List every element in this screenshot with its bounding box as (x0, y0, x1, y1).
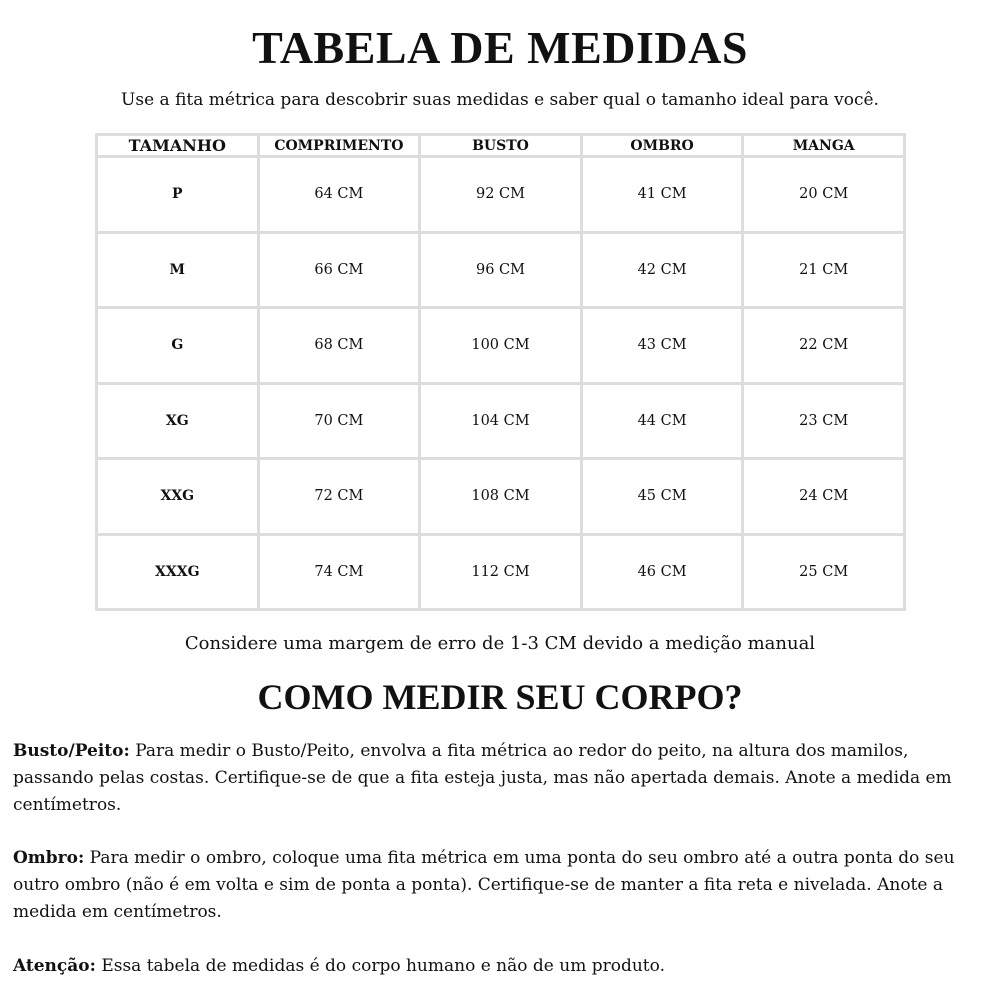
instruction-text: Para medir o Busto/Peito, envolva a fita métrica ao redor do peito, na altura dos mamilos, passando pelas costas. Certifique-se de que a fita esteja justa, mas não apertada demais. Anote a medida em centímetros. (13, 741, 952, 815)
bust-value: 96 CM (420, 232, 582, 308)
size-label: P (97, 157, 259, 233)
margin-note: Considere uma margem de erro de 1-3 CM devido a medição manual (184, 633, 816, 654)
shoulder-value: 42 CM (581, 232, 743, 308)
length-value: 74 CM (258, 534, 420, 610)
shoulder-value: 41 CM (581, 157, 743, 233)
size-label: XXXG (97, 534, 259, 610)
bust-value: 104 CM (420, 383, 582, 459)
section-title: COMO MEDIR SEU CORPO? (257, 677, 743, 717)
sleeve-value: 23 CM (743, 383, 905, 459)
length-value: 64 CM (258, 157, 420, 233)
length-value: 66 CM (258, 232, 420, 308)
header-size: TAMANHO (97, 135, 259, 157)
table-row (97, 534, 905, 610)
page-subtitle: Use a fita métrica para descobrir suas medidas e saber qual o tamanho ideal para você. (121, 90, 879, 110)
header-bust: BUSTO (420, 135, 582, 157)
shoulder-value: 44 CM (581, 383, 743, 459)
sleeve-value: 21 CM (743, 232, 905, 308)
sleeve-value: 25 CM (743, 534, 905, 610)
length-value: 68 CM (258, 308, 420, 384)
header-length: COMPRIMENTO (258, 135, 420, 157)
sleeve-value: 20 CM (743, 157, 905, 233)
instruction-text: Para medir o ombro, coloque uma fita métrica em uma ponta do seu ombro até a outra ponta do seu outro ombro (não é em volta e sim de ponta a ponta). Certifique-se de manter a fita reta e nivelada. Anote a medida em centímetros. (13, 848, 955, 922)
instruction-label: Busto/Peito: (13, 741, 130, 761)
bust-value: 92 CM (420, 157, 582, 233)
table-row (97, 383, 905, 459)
page-title: TABELA DE MEDIDAS (252, 22, 748, 73)
instruction-shoulder (13, 845, 993, 926)
instruction-text: Essa tabela de medidas é do corpo humano e não de um produto. (101, 956, 665, 976)
size-table (95, 133, 906, 611)
size-label: G (97, 308, 259, 384)
table-row (97, 308, 905, 384)
size-label: M (97, 232, 259, 308)
instruction-attention (13, 953, 993, 980)
instruction-label: Ombro: (13, 848, 85, 868)
bust-value: 112 CM (420, 534, 582, 610)
bust-value: 108 CM (420, 459, 582, 535)
instruction-bust (13, 738, 993, 819)
table-row (97, 459, 905, 535)
shoulder-value: 45 CM (581, 459, 743, 535)
header-shoulder: OMBRO (581, 135, 743, 157)
table-header-row (97, 135, 905, 157)
bust-value: 100 CM (420, 308, 582, 384)
shoulder-value: 46 CM (581, 534, 743, 610)
size-label: XG (97, 383, 259, 459)
table-row (97, 157, 905, 233)
size-label: XXG (97, 459, 259, 535)
length-value: 70 CM (258, 383, 420, 459)
table-row (97, 232, 905, 308)
instruction-label: Atenção: (13, 956, 96, 976)
shoulder-value: 43 CM (581, 308, 743, 384)
sleeve-value: 24 CM (743, 459, 905, 535)
sleeve-value: 22 CM (743, 308, 905, 384)
header-sleeve: MANGA (743, 135, 905, 157)
length-value: 72 CM (258, 459, 420, 535)
